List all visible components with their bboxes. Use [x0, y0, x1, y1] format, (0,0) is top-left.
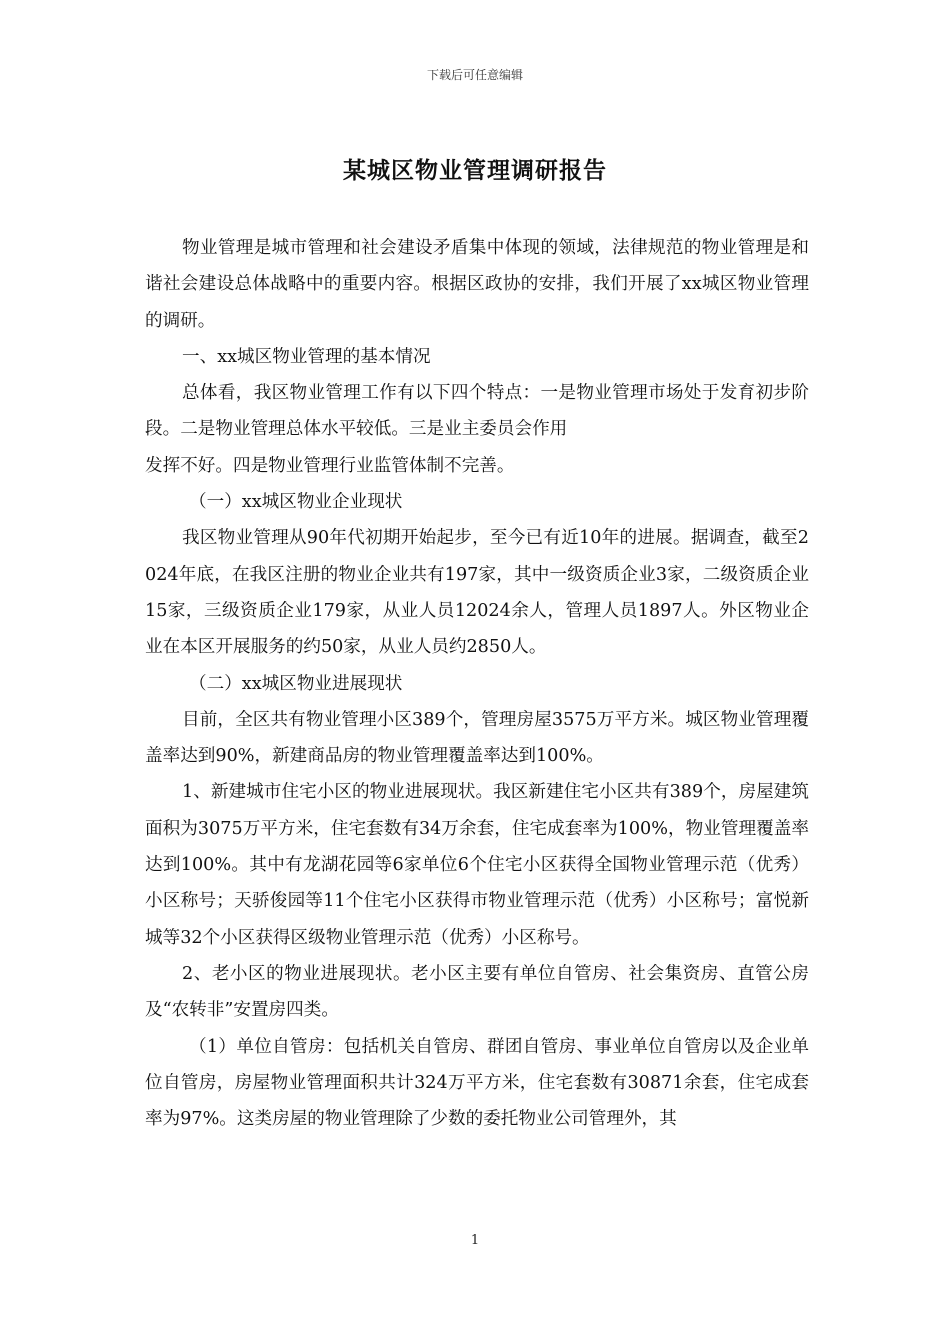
subsection-heading-2: （二）xx城区物业进展现状	[189, 673, 403, 694]
paragraph-current-status: 目前，全区共有物业管理小区389个，管理房屋3575万平方米。城区物业管理覆盖率达到90%，新建商品房的物业管理覆盖率达到100%。	[145, 709, 809, 767]
document-body	[145, 230, 809, 1137]
header-note: 下载后可任意编辑	[426, 68, 523, 82]
paragraph-enterprise-status: 我区物业管理从90年代初期开始起步，至今已有近10年的进展。据调查，截至2024年底，在我区注册的物业企业共有197家，其中一级资质企业3家，二级资质企业15家，三级资质企业179家，从业人员12024余人，管理人员1897人。外区物业企业在本区开展服务的约50家，从业人员约2850人。	[145, 528, 809, 658]
subsection-heading-1: （一）xx城区物业企业现状	[189, 492, 403, 513]
paragraph-intro: 物业管理是城市管理和社会建设矛盾集中体现的领域，法律规范的物业管理是和谐社会建设总体战略中的重要内容。根据区政协的安排，我们开展了xx城区物业管理的调研。	[145, 238, 809, 331]
section-heading-1: 一、xx城区物业管理的基本情况	[182, 346, 431, 367]
paragraph-new-residential: 1、新建城市住宅小区的物业进展现状。我区新建住宅小区共有389个，房屋建筑面积为3075万平方米，住宅套数有34万余套，住宅成套率为100%，物业管理覆盖率达到100%。其中有龙湖花园等6家单位6个住宅小区获得全国物业管理示范（优秀）小区称号；天骄俊园等11个住宅小区获得市物业管理示范（优秀）小区称号；富悦新城等32个小区获得区级物业管理示范（优秀）小区称号。	[145, 782, 809, 948]
paragraph-old-residential: 2、老小区的物业进展现状。老小区主要有单位自管房、社会集资房、直管公房及“农转非”安置房四类。	[145, 963, 809, 1021]
paragraph-unit-self-managed: （1）单位自管房：包括机关自管房、群团自管房、事业单位自管房以及企业单位自管房，房屋物业管理面积共计324万平方米，住宅套数有30871余套，住宅成套率为97%。这类房屋的物业管理除了少数的委托物业公司管理外，其	[145, 1036, 809, 1130]
paragraph-overview-continued: 发挥不好。四是物业管理行业监管体制不完善。	[145, 455, 515, 476]
paragraph-overview: 总体看，我区物业管理工作有以下四个特点：一是物业管理市场处于发育初步阶段。二是物业管理总体水平较低。三是业主委员会作用	[145, 383, 809, 440]
page-number: 1	[470, 1233, 480, 1248]
document-title: 某城区物业管理调研报告	[343, 157, 607, 184]
